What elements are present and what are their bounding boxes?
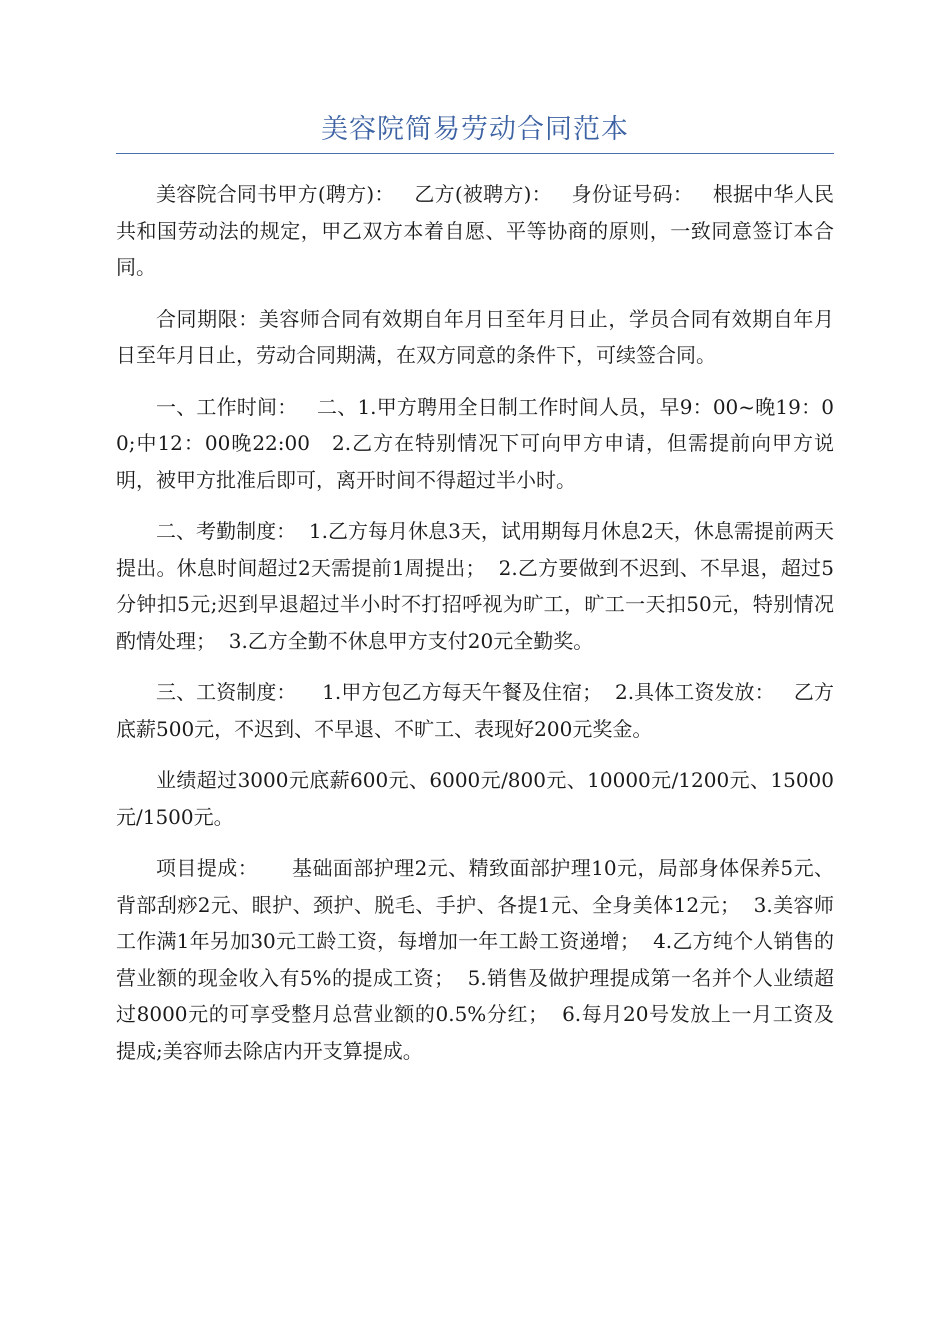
paragraph-contract-term: 合同期限：美容师合同有效期自年月日至年月日止，学员合同有效期自年月日至年月日止，劳动合同期满，在双方同意的条件下，可续签合同。 [116,306,834,367]
paragraph-performance: 业绩超过3000元底薪600元、6000元/800元、10000元/1200元、15000元/1500元。 [116,768,834,829]
title-underline [116,153,834,154]
document-title: 美容院简易劳动合同范本 [321,114,629,145]
paragraph-salary: 三、工资制度： 1.甲方包乙方每天午餐及住宿； 2.具体工资发放： 乙方底薪500元，不迟到、不早退、不旷工、表现好200元奖金。 [116,680,834,741]
document-body [116,176,834,1084]
paragraph-attendance: 二、考勤制度： 1.乙方每月休息3天，试用期每月休息2天，休息需提前两天提出。休息时间超过2天需提前1周提出； 2.乙方要做到不迟到、不早退，超过5分钟扣5元;迟到早退超过半小时不打招呼视为旷工，旷工一天扣50元，特别情况酌情处理； 3.乙方全勤不休息甲方支付20元全勤奖。 [116,519,834,653]
paragraph-working-hours: 一、工作时间： 二、1.甲方聘用全日制工作时间人员，早9：00~晚19：00;中12：00晚22:00 2.乙方在特别情况下可向甲方申请，但需提前向甲方说明，被甲方批准后即可，离开时间不得超过半小时。 [116,394,834,492]
paragraph-commission: 项目提成： 基础面部护理2元、精致面部护理10元，局部身体保养5元、背部刮痧2元、眼护、颈护、脱毛、手护、各提1元、全身美体12元； 3.美容师工作满1年另加30元工龄工资，每增加一年工龄工资递增； 4.乙方纯个人销售的营业额的现金收入有5%的提成工资； 5.销售及做护理提成第一名并个人业绩超过8000元的可享受整月总营业额的0.5%分红； 6.每月20号发放上一月工资及提成;美容师去除店内开支算提成。 [116,856,834,1063]
paragraph-parties: 美容院合同书甲方(聘方)： 乙方(被聘方)： 身份证号码： 根据中华人民共和国劳动法的规定，甲乙双方本着自愿、平等协商的原则，一致同意签订本合同。 [116,182,834,279]
